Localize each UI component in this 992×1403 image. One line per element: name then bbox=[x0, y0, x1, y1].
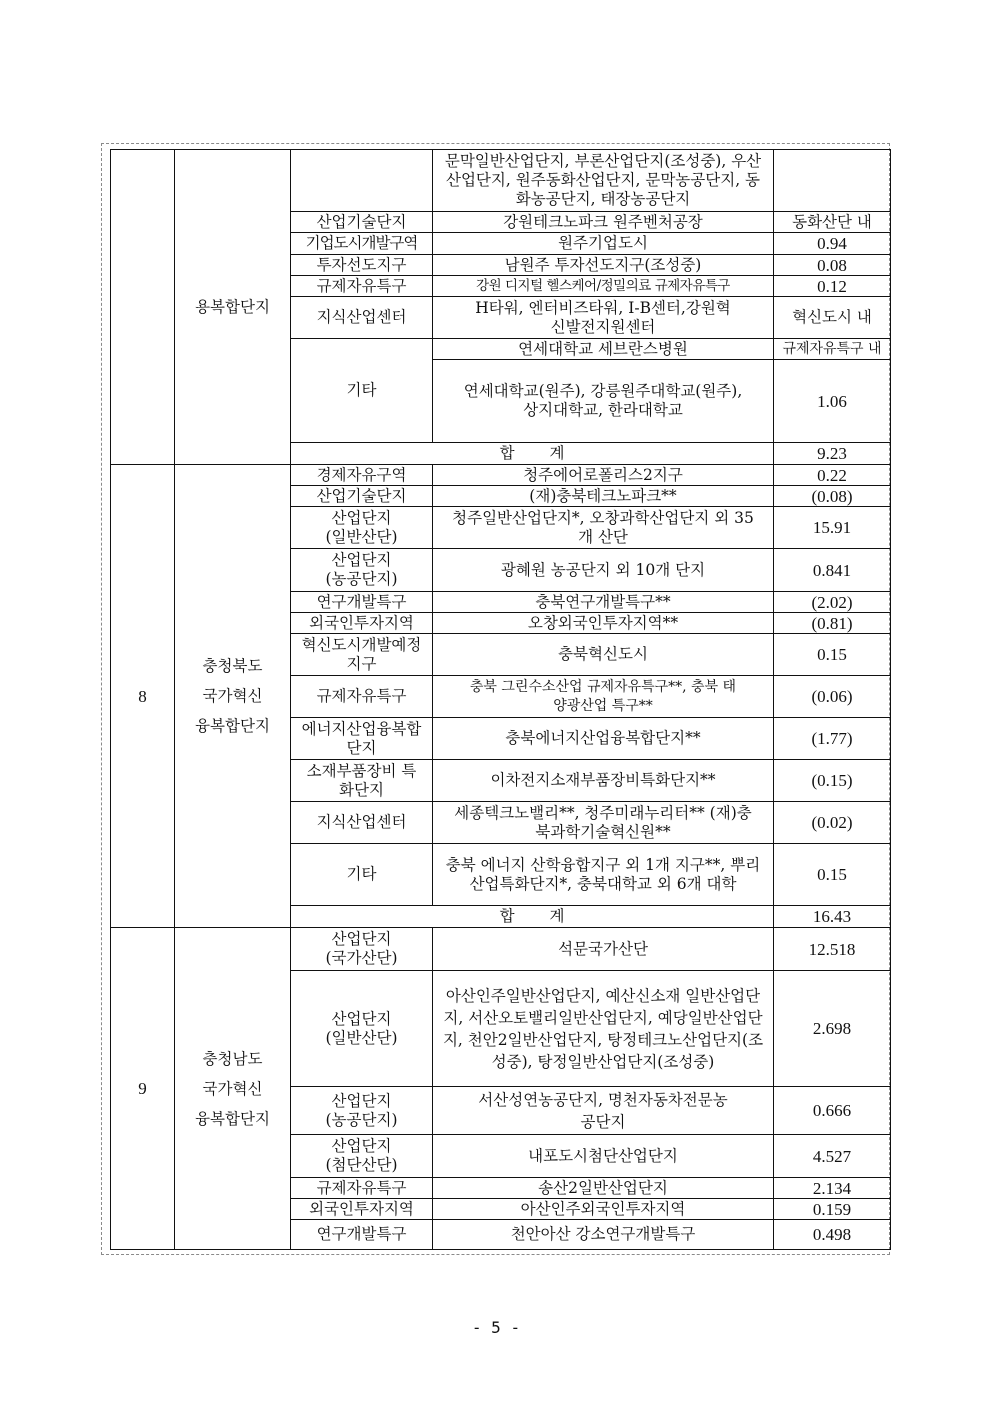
group-region-cell: 충청남도 국가혁신 융복합단지 bbox=[175, 928, 291, 1250]
area-cell: 0.841 bbox=[774, 549, 891, 592]
area-cell: (0.06) bbox=[774, 676, 891, 718]
category-cell: 기타 bbox=[291, 844, 433, 906]
category-cell: 혁신도시개발예정지구 bbox=[291, 634, 433, 676]
area-cell: 0.22 bbox=[774, 465, 891, 486]
group-region-cell: 용복합단지 bbox=[175, 150, 291, 465]
area-cell: (2.02) bbox=[774, 592, 891, 613]
category-cell: 산업단지 (국가산단) bbox=[291, 928, 433, 971]
area-cell bbox=[774, 150, 891, 212]
category-cell: 기업도시개발구역 bbox=[291, 233, 433, 255]
category-cell: 산업단지 (농공단지) bbox=[291, 1087, 433, 1135]
total-area: 9.23 bbox=[774, 443, 891, 465]
area-cell: 2.134 bbox=[774, 1178, 891, 1199]
category-cell: 연구개발특구 bbox=[291, 592, 433, 613]
category-cell: 산업기술단지 bbox=[291, 486, 433, 507]
name-cell: 아산인주외국인투자지역 bbox=[433, 1199, 774, 1220]
name-cell: 충북혁신도시 bbox=[433, 634, 774, 676]
category-cell: 기타 bbox=[291, 339, 433, 443]
name-cell: 남원주 투자선도지구(조성중) bbox=[433, 255, 774, 276]
category-cell: 투자선도지구 bbox=[291, 255, 433, 276]
area-cell: 0.159 bbox=[774, 1199, 891, 1220]
area-cell: (0.02) bbox=[774, 802, 891, 844]
category-cell: 외국인투자지역 bbox=[291, 1199, 433, 1220]
total-label: 합 계 bbox=[291, 443, 774, 465]
name-cell: 세종텍크노밸리**, 청주미래누리터** (재)충북과학기술혁신원** bbox=[433, 802, 774, 844]
area-cell: 0.08 bbox=[774, 255, 891, 276]
area-cell: 0.498 bbox=[774, 1220, 891, 1250]
total-area: 16.43 bbox=[774, 906, 891, 928]
area-cell: 1.06 bbox=[774, 360, 891, 443]
area-cell: 0.94 bbox=[774, 233, 891, 255]
category-cell: 산업단지 (농공단지) bbox=[291, 549, 433, 592]
name-cell: 강원테크노파크 원주벤처공장 bbox=[433, 212, 774, 233]
area-cell: 동화산단 내 bbox=[774, 212, 891, 233]
category-cell: 산업기술단지 bbox=[291, 212, 433, 233]
category-cell: 외국인투자지역 bbox=[291, 613, 433, 634]
name-cell: 석문국가산단 bbox=[433, 928, 774, 971]
name-cell: 강원 디지털 헬스케어/정밀의료 규제자유특구 bbox=[433, 276, 774, 297]
area-cell: (0.08) bbox=[774, 486, 891, 507]
name-cell: 원주기업도시 bbox=[433, 233, 774, 255]
name-cell: 충북연구개발특구** bbox=[433, 592, 774, 613]
total-label: 합 계 bbox=[291, 906, 774, 928]
category-cell: 소재부품장비 특화단지 bbox=[291, 760, 433, 802]
area-cell: 규제자유특구 내 bbox=[774, 339, 891, 360]
name-cell: 광혜원 농공단지 외 10개 단지 bbox=[433, 549, 774, 592]
category-cell: 지식산업센터 bbox=[291, 802, 433, 844]
area-cell: 4.527 bbox=[774, 1135, 891, 1178]
area-cell: 0.15 bbox=[774, 634, 891, 676]
name-cell: 서산성연농공단지, 명천자동차전문농공단지 bbox=[433, 1087, 774, 1135]
category-cell: 산업단지 (일반산단) bbox=[291, 507, 433, 549]
name-cell: 이차전지소재부품장비특화단지** bbox=[433, 760, 774, 802]
area-cell: 0.15 bbox=[774, 844, 891, 906]
name-cell: 연세대학교 세브란스병원 bbox=[433, 339, 774, 360]
name-cell: 충북에너지산업융복합단지** bbox=[433, 718, 774, 760]
name-cell: H타워, 엔터비즈타워, I-B센터,강원혁신발전지원센터 bbox=[433, 297, 774, 339]
group-no-cell: 9 bbox=[111, 928, 175, 1250]
area-cell: 2.698 bbox=[774, 971, 891, 1087]
name-cell: 아산인주일반산업단지, 예산신소재 일반산업단지, 서산오토밸리일반산업단지, 예당일반산업단지, 천안2일반산업단지, 탕정테크노산업단지(조성중), 탕정일반산업단지(조성중) bbox=[433, 971, 774, 1087]
name-cell: 문막일반산업단지, 부론산업단지(조성중), 우산산업단지, 원주동화산업단지, 문막농공단지, 동화농공단지, 태장농공단지 bbox=[433, 150, 774, 212]
group-no-cell bbox=[111, 150, 175, 465]
category-cell: 산업단지 (일반산단) bbox=[291, 971, 433, 1087]
name-cell: 충북 에너지 산학융합지구 외 1개 지구**, 뿌리산업특화단지*, 충북대학교 외 6개 대학 bbox=[433, 844, 774, 906]
name-cell: 송산2일반산업단지 bbox=[433, 1178, 774, 1199]
group-no-cell: 8 bbox=[111, 465, 175, 928]
area-cell: (0.81) bbox=[774, 613, 891, 634]
category-cell: 규제자유특구 bbox=[291, 676, 433, 718]
area-cell: 혁신도시 내 bbox=[774, 297, 891, 339]
category-cell bbox=[291, 150, 433, 212]
category-cell: 산업단지 (첨단산단) bbox=[291, 1135, 433, 1178]
area-cell: (0.15) bbox=[774, 760, 891, 802]
area-cell: 0.666 bbox=[774, 1087, 891, 1135]
name-cell: 청주에어로폴리스2지구 bbox=[433, 465, 774, 486]
area-cell: 0.12 bbox=[774, 276, 891, 297]
name-cell: (재)충북테크노파크** bbox=[433, 486, 774, 507]
complex-table bbox=[110, 149, 891, 1250]
category-cell: 규제자유특구 bbox=[291, 1178, 433, 1199]
name-cell: 충북 그린수소산업 규제자유특구**, 충북 태양광산업 특구** bbox=[433, 676, 774, 718]
area-cell: 12.518 bbox=[774, 928, 891, 971]
group-region-cell: 충청북도 국가혁신 융복합단지 bbox=[175, 465, 291, 928]
name-cell: 오창외국인투자지역** bbox=[433, 613, 774, 634]
category-cell: 경제자유구역 bbox=[291, 465, 433, 486]
page-number: - 5 - bbox=[471, 1318, 521, 1337]
name-cell: 천안아산 강소연구개발특구 bbox=[433, 1220, 774, 1250]
category-cell: 지식산업센터 bbox=[291, 297, 433, 339]
category-cell: 에너지산업융복합단지 bbox=[291, 718, 433, 760]
area-cell: (1.77) bbox=[774, 718, 891, 760]
category-cell: 규제자유특구 bbox=[291, 276, 433, 297]
area-cell: 15.91 bbox=[774, 507, 891, 549]
name-cell: 청주일반산업단지*, 오창과학산업단지 외 35개 산단 bbox=[433, 507, 774, 549]
name-cell: 내포도시첨단산업단지 bbox=[433, 1135, 774, 1178]
category-cell: 연구개발특구 bbox=[291, 1220, 433, 1250]
name-cell: 연세대학교(원주), 강릉원주대학교(원주), 상지대학교, 한라대학교 bbox=[433, 360, 774, 443]
